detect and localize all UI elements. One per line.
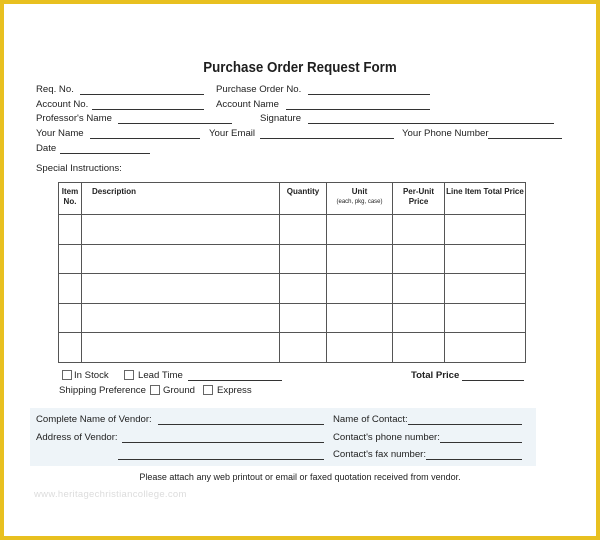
quantity-cell[interactable]: [280, 333, 327, 363]
description-cell[interactable]: [82, 303, 280, 333]
unit-cell[interactable]: [327, 274, 393, 304]
description-cell[interactable]: [82, 333, 280, 363]
signature-label: Signature: [260, 113, 302, 124]
form-title: Purchase Order Request Form: [203, 60, 397, 76]
per-unit-price-header: Per-Unit Price: [393, 183, 445, 215]
req-no-field[interactable]: [80, 94, 204, 95]
account-no-field[interactable]: [92, 109, 204, 110]
attachment-note: Please attach any web printout or email or faxed quotation received from vendor.: [139, 472, 461, 482]
ground-label: Ground: [163, 385, 195, 396]
form-page: [4, 4, 596, 536]
vendor-address-label: Address of Vendor:: [36, 432, 118, 443]
items-table: [58, 182, 526, 363]
signature-field[interactable]: [308, 123, 554, 124]
total-price-field[interactable]: [462, 380, 524, 381]
professors-name-field[interactable]: [118, 123, 232, 124]
item-no-cell[interactable]: [59, 244, 82, 274]
your-name-field[interactable]: [90, 138, 200, 139]
table-row: [59, 244, 526, 274]
in-stock-label: In Stock: [74, 370, 109, 381]
special-instructions-label: Special Instructions:: [36, 163, 122, 174]
quantity-cell[interactable]: [280, 274, 327, 304]
req-no-label: Req. No.: [36, 84, 74, 95]
unit-header-sub: (each, pkg, case): [336, 199, 383, 205]
description-cell[interactable]: [82, 274, 280, 304]
line-total-header: Line Item Total Price: [445, 183, 526, 215]
your-phone-label: Your Phone Number: [402, 128, 489, 139]
line-total-cell[interactable]: [445, 244, 526, 274]
express-checkbox[interactable]: [203, 385, 213, 395]
express-label: Express: [217, 385, 252, 396]
table-header-row: [59, 183, 526, 215]
contact-name-field[interactable]: [408, 424, 522, 425]
item-no-cell[interactable]: [59, 274, 82, 304]
per-unit-price-cell[interactable]: [393, 215, 445, 245]
contact-name-label: Name of Contact:: [333, 414, 408, 425]
vendor-name-field[interactable]: [158, 424, 324, 425]
contact-phone-field[interactable]: [440, 442, 522, 443]
item-no-cell[interactable]: [59, 215, 82, 245]
per-unit-price-cell[interactable]: [393, 244, 445, 274]
line-total-cell[interactable]: [445, 274, 526, 304]
your-name-label: Your Name: [36, 128, 84, 139]
per-unit-price-cell[interactable]: [393, 333, 445, 363]
table-row: [59, 333, 526, 363]
lead-time-label: Lead Time: [138, 370, 183, 381]
vendor-address-field-2[interactable]: [118, 459, 324, 460]
your-email-label: Your Email: [209, 128, 256, 139]
contact-fax-field[interactable]: [426, 459, 522, 460]
per-unit-price-cell[interactable]: [393, 303, 445, 333]
account-name-label: Account Name: [216, 99, 279, 110]
unit-cell[interactable]: [327, 333, 393, 363]
quantity-cell[interactable]: [280, 303, 327, 333]
quantity-cell[interactable]: [280, 215, 327, 245]
your-email-field[interactable]: [260, 138, 394, 139]
account-name-field[interactable]: [286, 109, 430, 110]
line-total-cell[interactable]: [445, 333, 526, 363]
ground-checkbox[interactable]: [150, 385, 160, 395]
purchase-order-no-field[interactable]: [308, 94, 430, 95]
unit-cell[interactable]: [327, 244, 393, 274]
unit-header-label: Unit: [351, 187, 368, 196]
your-phone-field[interactable]: [488, 138, 562, 139]
in-stock-checkbox[interactable]: [62, 370, 72, 380]
quantity-cell[interactable]: [280, 244, 327, 274]
purchase-order-no-label: Purchase Order No.: [216, 84, 302, 95]
vendor-address-field[interactable]: [122, 442, 324, 443]
table-row: [59, 274, 526, 304]
item-no-cell[interactable]: [59, 303, 82, 333]
line-total-cell[interactable]: [445, 303, 526, 333]
unit-cell[interactable]: [327, 215, 393, 245]
description-cell[interactable]: [82, 215, 280, 245]
contact-fax-label: Contact's fax number:: [333, 449, 427, 460]
date-field[interactable]: [60, 153, 150, 154]
unit-cell[interactable]: [327, 303, 393, 333]
table-row: [59, 215, 526, 245]
watermark-text: www.heritagechristiancollege.com: [34, 489, 187, 500]
vendor-name-label: Complete Name of Vendor:: [36, 414, 152, 425]
lead-time-field[interactable]: [188, 380, 282, 381]
unit-header: [327, 183, 393, 215]
item-no-header: Item No.: [59, 183, 82, 215]
description-header: Description: [82, 183, 280, 215]
item-no-cell[interactable]: [59, 333, 82, 363]
table-row: [59, 303, 526, 333]
line-total-cell[interactable]: [445, 215, 526, 245]
total-price-label: Total Price: [411, 370, 460, 381]
per-unit-price-cell[interactable]: [393, 274, 445, 304]
date-label: Date: [36, 143, 57, 154]
lead-time-checkbox[interactable]: [124, 370, 134, 380]
shipping-preference-label: Shipping Preference: [59, 385, 146, 396]
account-no-label: Account No.: [36, 99, 89, 110]
contact-phone-label: Contact's phone number:: [333, 432, 440, 443]
professors-name-label: Professor's Name: [36, 113, 112, 124]
description-cell[interactable]: [82, 244, 280, 274]
quantity-header: Quantity: [280, 183, 327, 215]
